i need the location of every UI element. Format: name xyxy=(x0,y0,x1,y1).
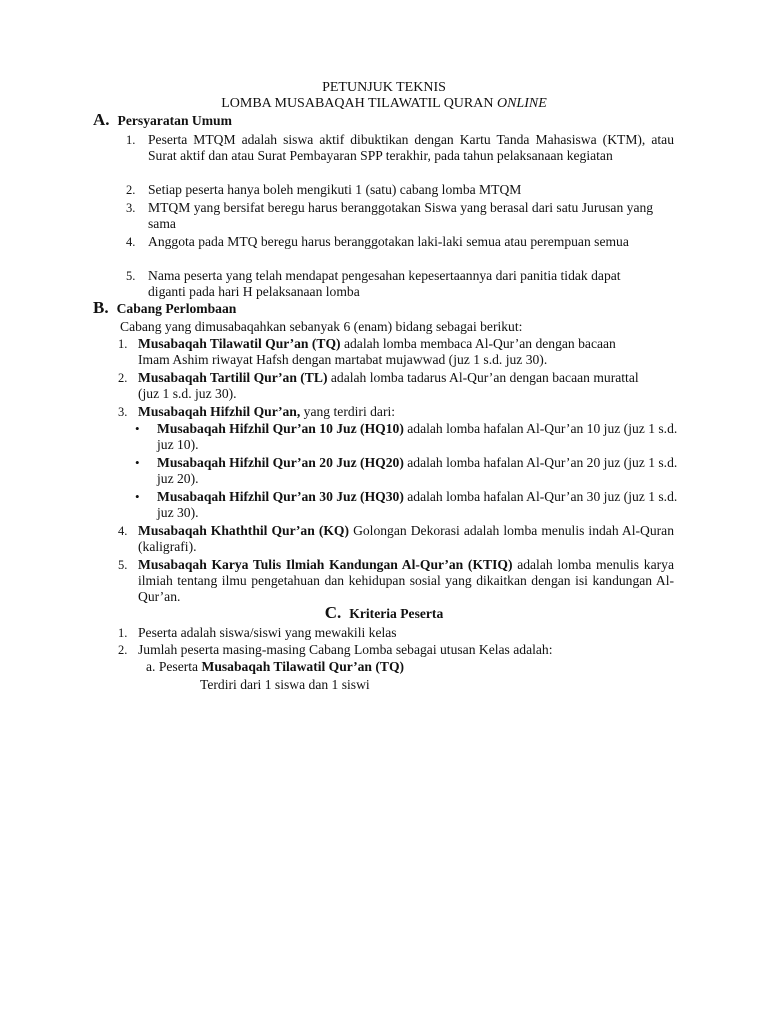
doc-subtitle xyxy=(0,95,768,112)
bullet-mark: • xyxy=(135,421,140,436)
list-item xyxy=(120,132,674,182)
list-item-number: 5. xyxy=(118,558,128,572)
list-item-number: 3. xyxy=(118,405,128,419)
section-b-title: Cabang Perlombaan xyxy=(116,301,237,316)
list-item-text: Peserta MTQM adalah siswa aktif dibuktikan dengan Kartu Tanda Mahasiswa (KTM), atau Surat aktif dan atau Surat Pembayaran SPP terakhir, pada tahun pelaksanaan kegiatan xyxy=(148,132,674,164)
list-item-text: Setiap peserta hanya boleh mengikuti 1 (satu) cabang lomba MTQM xyxy=(148,182,522,197)
list-item-text xyxy=(138,404,674,420)
section-c-list xyxy=(118,625,674,694)
section-a-letter: A. xyxy=(93,110,110,129)
section-a-title: Persyaratan Umum xyxy=(117,113,232,128)
bullet-text xyxy=(157,489,679,521)
doc-subtitle-online: ONLINE xyxy=(496,96,547,111)
list-item xyxy=(118,625,674,642)
bullet-item xyxy=(135,421,679,455)
bullet-text xyxy=(157,421,679,453)
bullet-item xyxy=(135,489,679,523)
list-item-number: 4. xyxy=(118,524,128,538)
section-b-list xyxy=(118,336,678,608)
list-item-text: Peserta adalah siswa/siswi yang mewakili kelas xyxy=(138,625,397,640)
bullet-bold: Musabaqah Hifzhil Qur’an 10 Juz (HQ10) xyxy=(157,421,404,436)
doc-subtitle-text: LOMBA MUSABAQAH TILAWATIL QURAN xyxy=(221,96,494,111)
list-item-text xyxy=(138,336,648,368)
section-a-list xyxy=(120,132,674,302)
list-item-number: 1. xyxy=(118,337,128,351)
list-item-text: Jumlah peserta masing-masing Cabang Lomba sebagai utusan Kelas adalah: xyxy=(138,642,553,657)
list-item-number: 2. xyxy=(118,643,128,657)
section-b-intro: Cabang yang dimusabaqahkan sebanyak 6 (enam) bidang sebagai berikut: xyxy=(120,319,523,334)
bullet-desc: adalah lomba hafalan Al-Qur’an 20 juz (juz 1 s.d. juz 20). xyxy=(157,455,678,487)
list-item xyxy=(118,404,674,421)
list-item-number: 3. xyxy=(126,201,136,215)
list-item xyxy=(120,234,658,268)
list-item-number: 5. xyxy=(126,269,136,283)
list-item-text: Anggota pada MTQ beregu harus beranggotakan laki-laki semua atau perempuan semua xyxy=(148,234,629,249)
list-item xyxy=(118,642,674,659)
section-b-heading xyxy=(93,300,236,317)
sub-item-label: a. Peserta xyxy=(146,659,199,674)
bullet-desc: adalah lomba hafalan Al-Qur’an 10 juz (juz 1 s.d. juz 10). xyxy=(157,421,678,453)
list-item-desc: yang terdiri dari: xyxy=(300,404,396,419)
doc-title: PETUNJUK TEKNIS xyxy=(322,80,446,95)
sub-item-detail: Terdiri dari 1 siswa dan 1 siswi xyxy=(200,677,370,692)
bullet-item xyxy=(135,455,679,489)
list-item xyxy=(120,268,658,302)
list-item-number: 1. xyxy=(118,626,128,640)
list-item-desc: Golongan Dekorasi adalah lomba menulis indah Al-Quran (kaligrafi). xyxy=(138,523,675,555)
list-item-desc: adalah lomba membaca Al-Qur’an dengan bacaan Imam Ashim riwayat Hafsh dengan martabat mujawwad (juz 1 s.d. juz 30). xyxy=(138,336,616,368)
sub-item-a xyxy=(118,659,674,677)
section-a-heading xyxy=(93,112,232,129)
list-item xyxy=(118,336,648,370)
list-item xyxy=(120,182,674,200)
bullet-mark: • xyxy=(135,455,140,470)
list-item-text xyxy=(138,557,674,606)
section-c-letter: C. xyxy=(324,603,342,622)
list-item-bold: Musabaqah Tilawatil Qur’an (TQ) xyxy=(138,336,341,351)
bullet-desc: adalah lomba hafalan Al-Qur’an 30 juz (juz 1 s.d. juz 30). xyxy=(157,489,678,521)
list-item xyxy=(120,200,668,234)
bullet-bold: Musabaqah Hifzhil Qur’an 20 Juz (HQ20) xyxy=(157,455,404,470)
list-item-bold: Musabaqah Karya Tulis Ilmiah Kandungan Al-Qur’an (KTIQ) xyxy=(138,557,513,572)
list-item xyxy=(118,370,658,404)
list-item-bold: Musabaqah Tartilil Qur’an (TL) xyxy=(138,370,328,385)
section-c-heading xyxy=(0,605,768,622)
list-item xyxy=(118,523,674,557)
list-item-text: MTQM yang bersifat beregu harus beranggotakan Siswa yang berasal dari satu Jurusan yang sama xyxy=(148,200,654,232)
bullet-bold: Musabaqah Hifzhil Qur’an 30 Juz (HQ30) xyxy=(157,489,404,504)
list-item-bold: Musabaqah Khaththil Qur’an (KQ) xyxy=(138,523,350,538)
list-item xyxy=(118,557,674,608)
list-item-desc: adalah lomba menulis karya ilmiah tentang ilmu pengetahuan dan kehidupan sosial yang dikaitkan dengan isi kandungan Al-Qur’an. xyxy=(138,557,674,605)
list-item-number: 4. xyxy=(126,235,136,249)
list-item-number: 2. xyxy=(126,183,136,197)
list-item-text xyxy=(138,523,674,555)
list-item-bold: Musabaqah Hifzhil Qur’an, xyxy=(138,404,301,419)
section-b-letter: B. xyxy=(93,298,109,317)
list-item-number: 1. xyxy=(126,133,136,147)
list-item-desc: adalah lomba tadarus Al-Qur’an dengan bacaan murattal (juz 1 s.d. juz 30). xyxy=(138,370,639,402)
section-c-title: Kriteria Peserta xyxy=(349,606,444,621)
bullet-mark: • xyxy=(135,489,140,504)
list-item-number: 2. xyxy=(118,371,128,385)
list-item-text: Nama peserta yang telah mendapat pengesahan kepesertaannya dari panitia tidak dapat diganti pada hari H pelaksanaan lomba xyxy=(148,268,621,300)
sub-item-bold: Musabaqah Tilawatil Qur’an (TQ) xyxy=(201,659,405,674)
bullet-text xyxy=(157,455,679,487)
list-item-text xyxy=(138,370,658,402)
